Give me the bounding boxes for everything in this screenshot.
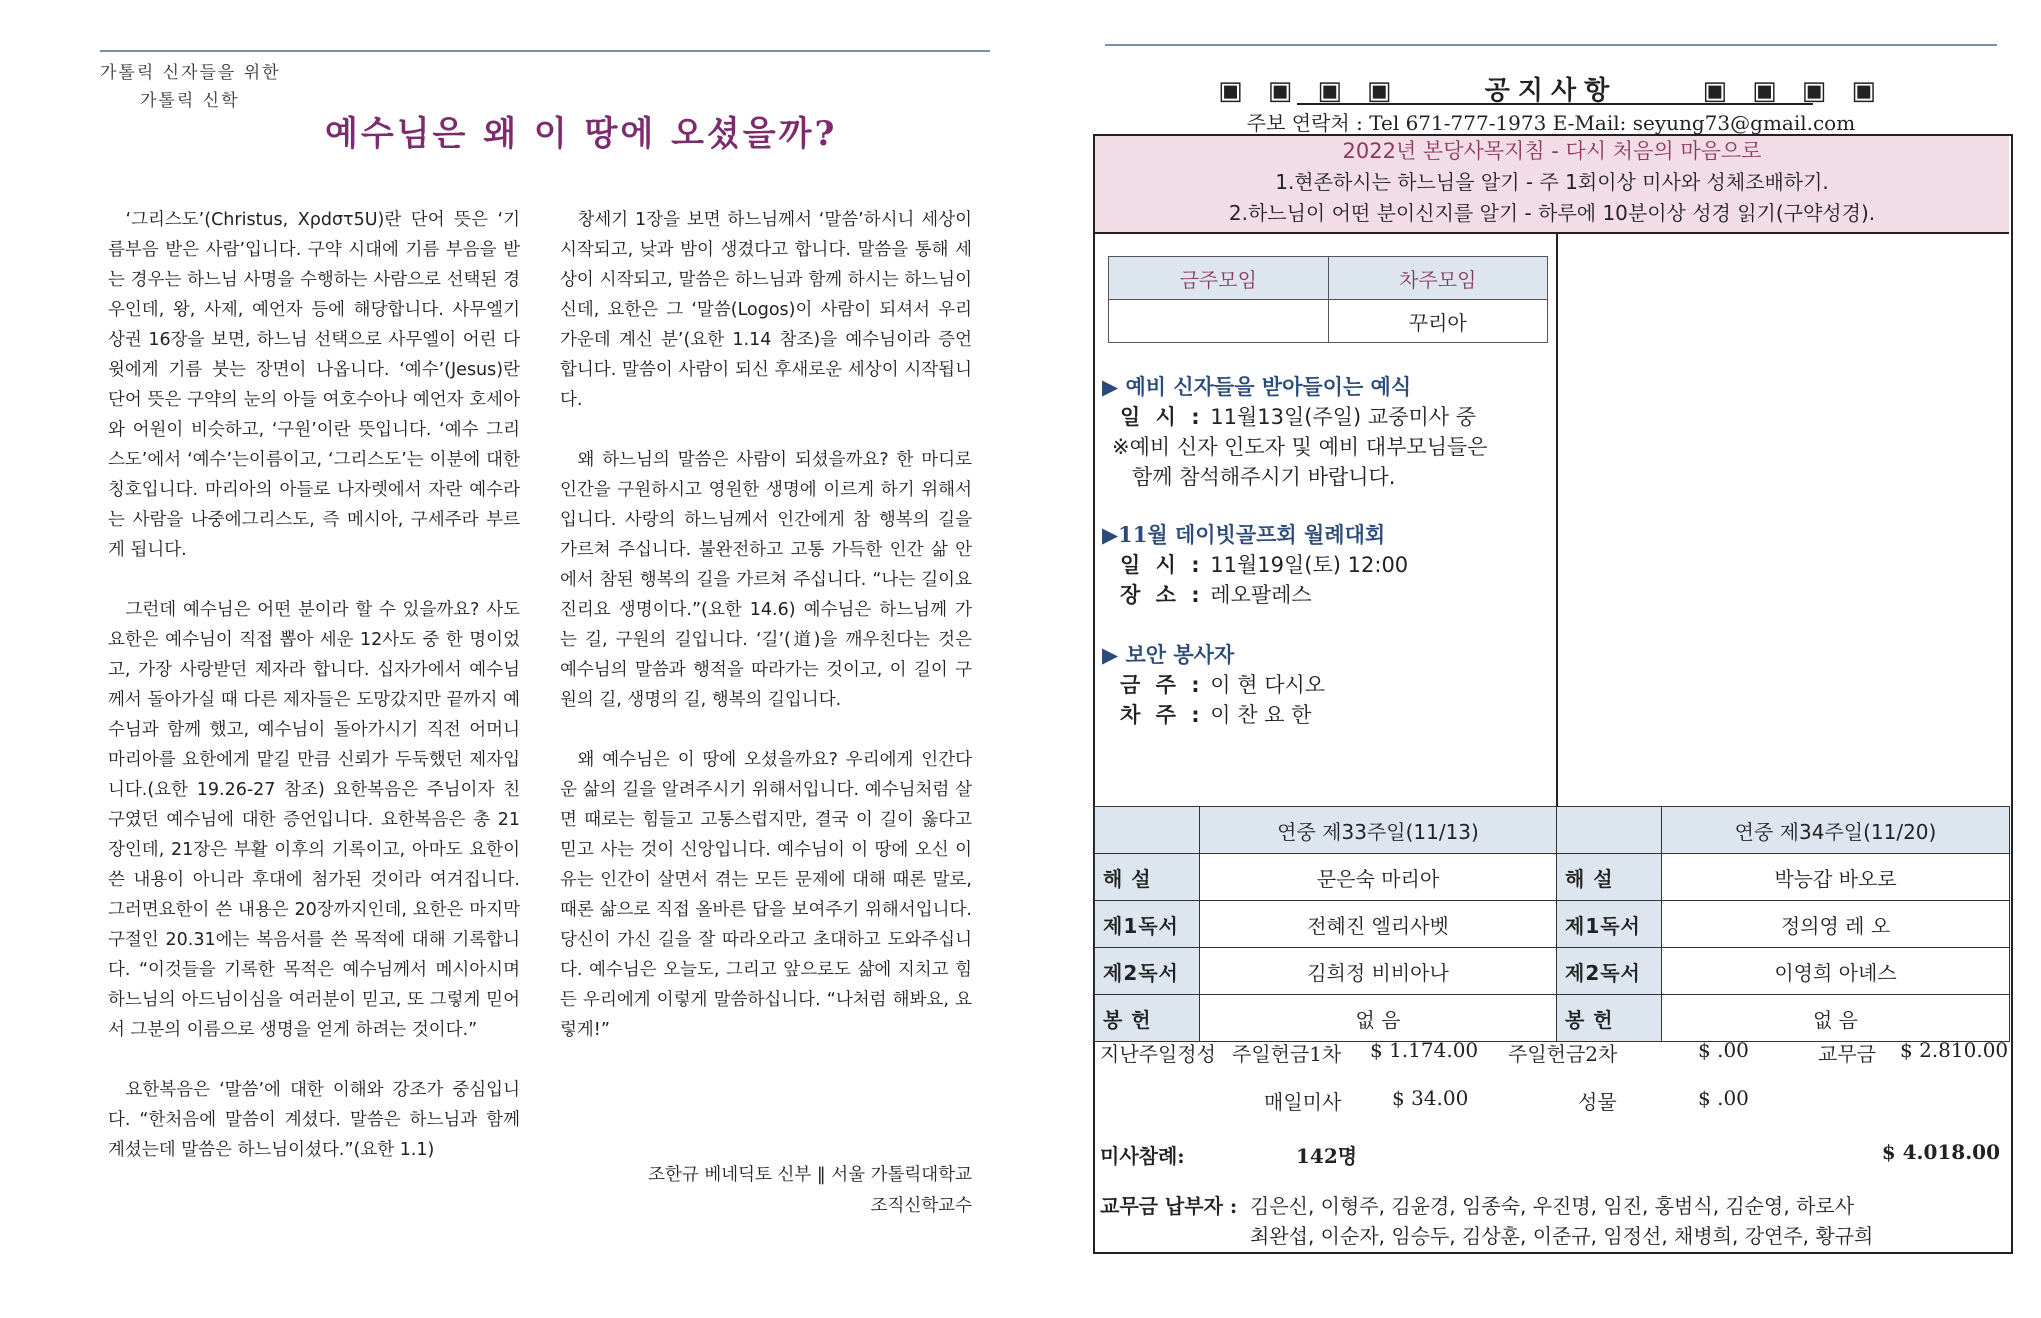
note: ※예비 신자 인도자 및 예비 대부모님들은 [1112,435,1488,459]
total-amount: $ 4.018.00 [1881,1140,2000,1164]
offering-2-amount: $ .00 [1698,1038,1749,1062]
role-label: 해 설 [1557,854,1662,901]
notice-title: 공지사항 [1484,76,1618,106]
role-label: 봉 헌 [1557,995,1662,1042]
table-row [1095,995,2010,1042]
article-title: 예수님은 왜 이 땅에 오셨을까? [325,114,838,154]
pastoral-motto [1095,136,2009,234]
role-label: 제1독서 [1095,901,1200,948]
heading-marks-left: ▣ ▣ ▣ ▣ [1218,76,1400,106]
paragraph: 왜 하느님의 말씀은 사람이 되셨을까요? 한 마디로 인간을 구원하시고 영원한 생명에 이르게 하기 위해서입니다. 사랑의 하느님께서 인간에게 참 행복의 길을 가르쳐 주십니다. 불완전하고 고통 가득한 인간 삶 안에서 참된 행복의 길을 가르쳐 주십니다. “나는 길이요진리요 생명이다.”(요한 14.6) 예수님은 하느님께 가는 길, 구원의 길입니다. ‘길’(道)을 깨우친다는 것은 예수님의 말씀과 행적을 따라가는 것이고, 이 길이 구원의 길, 생명의 길, 행복의 길입니다. [560,450,972,710]
paragraph: 요한복음은 ‘말씀’에 대한 이해와 강조가 중심입니다. “한처음에 말씀이 계셨다. 말씀은 하느님과 함께 계셨는데 말씀은 하느님이셨다.”(요한 1.1) [108,1080,520,1160]
role-label: 봉 헌 [1095,995,1200,1042]
top-rule-right [1105,44,1997,46]
offering-1-amount: $ 1.174.00 [1370,1038,1479,1062]
meeting-next-week-value: 꾸리아 [1328,300,1548,343]
heading-underline [1297,103,1813,105]
note: 함께 참석해주시기 바랍니다. [1132,465,1396,489]
role-person-week1: 없 음 [1200,995,1557,1042]
value: 11월13일(주일) 교중미사 중 [1210,405,1477,429]
panel-divider [1556,234,1558,806]
table-row [1095,854,2010,901]
label: 일 시 : [1120,553,1204,577]
heading-marks-right: ▣ ▣ ▣ ▣ [1702,76,1884,106]
daily-mass-label: 매일미사 [1264,1090,1342,1114]
notice-heading [1095,70,2007,107]
daily-mass-amount: $ 34.00 [1392,1086,1469,1110]
value: 11월19일(토) 12:00 [1210,553,1409,577]
value: 이 현 다시오 [1210,673,1326,697]
contact-line: 주보 연락처 : Tel 671-777-1973 E-Mail: seyung73@gmail.com [1246,111,1856,135]
paragraph: 그런데 예수님은 어떤 분이라 할 수 있을까요? 사도 요한은 예수님이 직접 뽑아 세운 12사도 중 한 명이었고, 가장 사랑받던 제자라 합니다. 십자가에서 예수님께서 돌아가실 때 다른 제자들은 도망갔지만 끝까지 예수님과 함께 했고, 예수님이 돌아가시기 직전 어머니 마리아를 요한에게 맡길 만큼 신뢰가 두둑했던 제자입니다.(요한 19.26-27 참조) 요한복음은 주님이자 친구였던 예수님에 대한 증언입니다. 요한복음은 총 21장인데, 21장은 부활 이후의 기록이고, 아마도 요한이 쓴 내용이 아니라 후대에 첨가된 것이라 여겨집니다. 그러면요한이 쓴 내용은 20장까지인데, 요한은 마지막 구절인 20.31에는 복음서를 쓴 목적에 대해 기록합니다. “이것들을 기록한 목적은 예수님께서 메시아시며 하느님의 아드님이심을 여러분이 믿고, 또 그렇게 믿어서 그분의 이름으로 생명을 얻게 하려는 것이다.” [108,600,520,1040]
motto-line-2: 2.하느님이 어떤 분이신지를 알기 - 하루에 10분이상 성경 읽기(구약성경). [1228,201,1876,225]
motto-title: 2022년 본당사목지침 - 다시 처음의 마음으로 [1342,139,1762,163]
label: 장 소 : [1120,583,1204,607]
article-column-2 [560,205,972,1075]
offering-1-label: 주일헌금1차 [1232,1042,1342,1066]
roster-week-1: 연중 제33주일(11/13) [1200,807,1557,854]
dues-label: 교무금 [1818,1042,1876,1066]
author-signature [560,1160,972,1222]
goods-amount: $ .00 [1698,1086,1749,1110]
announcement-heading: ▶ 예비 신자들을 받아들이는 예식 [1102,374,1412,399]
role-label: 제2독서 [1557,948,1662,995]
announcement-security [1102,640,1552,730]
meeting-table [1108,256,1548,343]
label: 일 시 : [1120,405,1204,429]
paragraph: 창세기 1장을 보면 하느님께서 ‘말씀’하시니 세상이 시작되고, 낮과 밤이 생겼다고 합니다. 말씀을 통해 세상이 시작되고, 말씀은 하느님과 함께 하시는 하느님이신데, 요한은 그 ‘말씀(Logos)이 사람이 되셔서 우리 가운데 계신 분’(요한 1.14 참조)을 예수님이라 증언합니다. 말씀이 사람이 되신 후새로운 세상이 시작됩니다. [560,210,972,410]
motto-line-1: 1.현존하시는 하느님을 알기 - 주 1회이상 미사와 성체조배하기. [1275,170,1829,194]
table-row [1095,901,2010,948]
role-label: 해 설 [1095,854,1200,901]
attendance-count: 142명 [1296,1144,1358,1168]
finance-label: 지난주일정성 [1100,1042,1216,1066]
role-label: 제1독서 [1557,901,1662,948]
author-line-1: 조한규 베네딕토 신부 ‖ 서울 가톨릭대학교 [648,1165,972,1185]
attendance-label: 미사참례: [1100,1144,1185,1168]
roster-header-blank [1557,807,1662,854]
announcement-heading: ▶ 보안 봉사자 [1102,642,1235,667]
meeting-this-week-header: 금주모임 [1109,257,1329,300]
article-column-1 [108,205,520,1195]
role-person-week2: 이영희 아녜스 [1662,948,2010,995]
announcement-golf [1102,520,1552,610]
paragraph: ‘그리스도’(Christus, Xρdστ5U)란 단어 뜻은 ‘기름부음 받은 사람’입니다. 구약 시대에 기름 부음을 받는 경우는 하느님 사명을 수행하는 사람으로 선택된 경우인데, 왕, 사제, 예언자 등에 해당합니다. 사무엘기 상권 16장을 보면, 하느님 선택으로 사무엘이 어린 다윗에게 기름 붓는 장면이 나옵니다. ‘예수’(Jesus)란 단어 뜻은 구약의 눈의 아들 여호수아나 예언자 호세아와 어원이 비슷하고, ‘구원’이란 뜻입니다. ‘예수 그리스도’에서 ‘예수’는이름이고, ‘그리스도’는 이분에 대한 칭호입니다. 마리아의 아들로 나자렛에서 자란 예수라는 사람을 나중에그리스도, 즉 메시아, 구세주라 부르게 됩니다. [108,210,520,560]
offering-2-label: 주일헌금2차 [1508,1042,1618,1066]
roster-week-2: 연중 제34주일(11/20) [1662,807,2010,854]
announcement-heading: ▶11월 데이빗골프회 월례대회 [1102,522,1386,547]
dues-amount: $ 2.810.00 [1900,1038,2009,1062]
announcement-catechumen [1102,372,1552,492]
series-subtitle-2: 가톨릭 신학 [140,91,240,111]
role-label: 제2독서 [1095,948,1200,995]
value: 레오팔레스 [1210,583,1312,607]
payers-line-2: 최완섭, 이순자, 임승두, 김상훈, 이준규, 임정선, 채병희, 강연주, 황규희 [1250,1224,1874,1248]
meeting-next-week-header: 차주모임 [1328,257,1548,300]
role-person-week1: 문은숙 마리아 [1200,854,1557,901]
role-person-week1: 전혜진 엘리사벳 [1200,901,1557,948]
roster-header-blank [1095,807,1200,854]
author-line-2: 조직신학교수 [870,1196,972,1216]
role-person-week2: 정의영 레 오 [1662,901,2010,948]
label: 차 주 : [1120,703,1204,727]
meeting-this-week-value [1109,300,1329,343]
value: 이 찬 요 한 [1210,703,1312,727]
role-person-week1: 김희정 비비아나 [1200,948,1557,995]
label: 금 주 : [1120,673,1204,697]
goods-label: 성물 [1578,1090,1617,1114]
series-subtitle: 가톨릭 신자들을 위한 [100,63,281,83]
table-row [1095,948,2010,995]
top-rule-left [100,50,990,52]
paragraph: 왜 예수님은 이 땅에 오셨을까요? 우리에게 인간다운 삶의 길을 알려주시기 위해서입니다. 예수님처럼 살면 때로는 힘들고 고통스럽지만, 결국 이 길이 옳다고 믿고 사는 것이 신앙입니다. 예수님이 이 땅에 오신 이유는 인간이 살면서 겪는 모든 문제에 대해 때론 말로, 때론 삶으로 직접 올바른 답을 보여주기 위해서입니다. 당신이 가신 길을 잘 따라오라고 초대하고 도와주십니다. 예수님은 오늘도, 그리고 앞으로도 삶에 지치고 힘든 우리에게 이렇게 말씀하십니다. “나처럼 해봐요, 요렇게!” [560,750,972,1040]
bottom-rule [1093,1252,2013,1254]
payers-line-1: 김은신, 이형주, 김윤경, 임종숙, 우진명, 임진, 홍범식, 김순영, 하로사 [1250,1194,1855,1218]
role-person-week2: 없 음 [1662,995,2010,1042]
role-person-week2: 박능갑 바오로 [1662,854,2010,901]
liturgy-roster-table [1094,806,2010,1042]
payers-label: 교무금 납부자 : [1100,1194,1238,1218]
